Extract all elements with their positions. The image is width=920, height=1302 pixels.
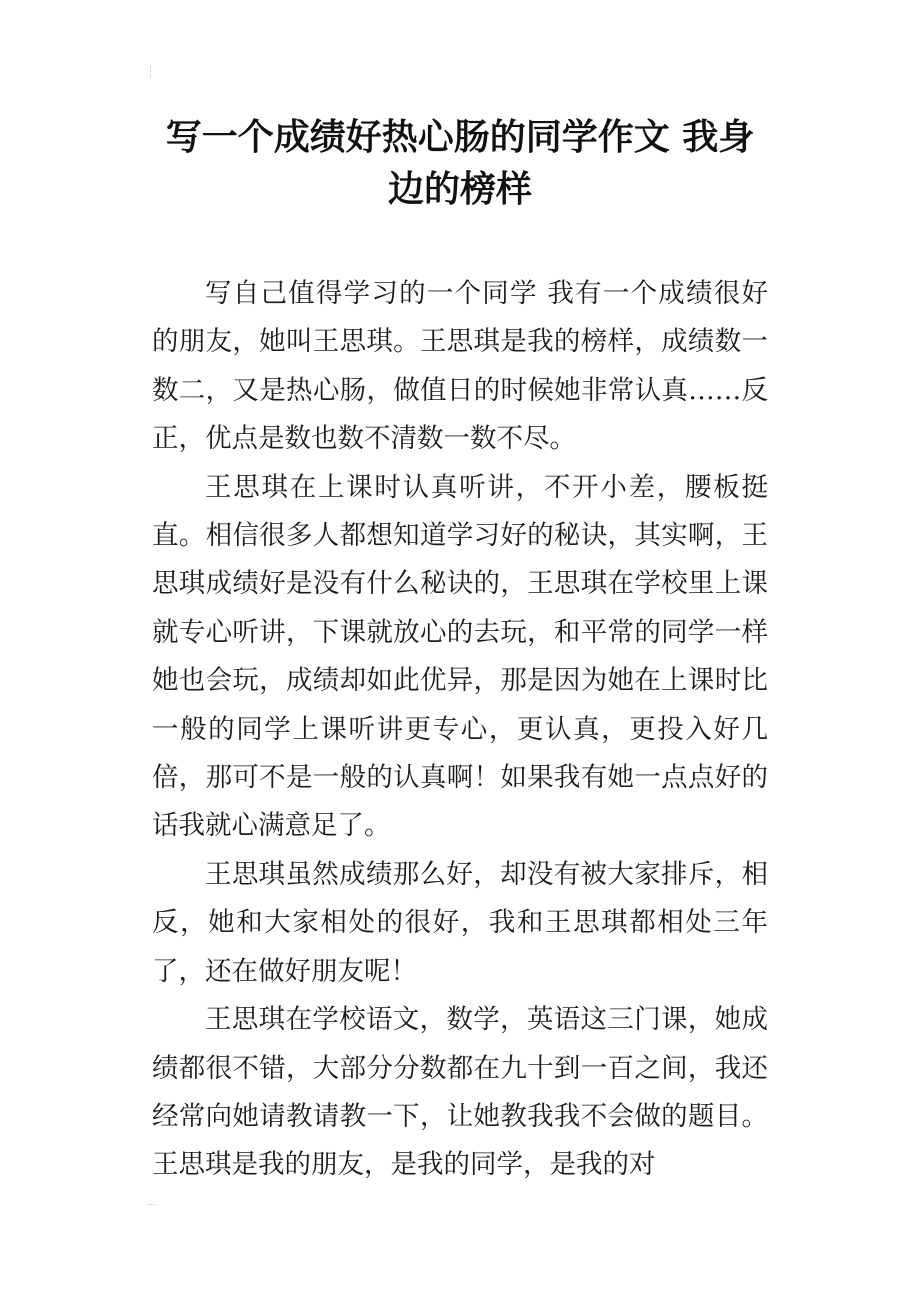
document-body	[152, 270, 768, 1190]
corner-crop-mark	[150, 66, 159, 78]
corner-crop-mark	[148, 1192, 156, 1205]
paragraph: 王思琪在上课时认真听讲，不开小差，腰板挺直。相信很多人都想知道学习好的秘诀，其实啊，王思琪成绩好是没有什么秘诀的，王思琪在学校里上课就专心听讲，下课就放心的去玩，和平常的同学一样她也会玩，成绩却如此优异，那是因为她在上课时比一般的同学上课听讲更专心，更认真，更投入好几倍，那可不是一般的认真啊！如果我有她一点点好的话我就心满意足了。	[152, 471, 768, 842]
paragraph: 王思琪虽然成绩那么好，却没有被大家排斥，相反，她和大家相处的很好，我和王思琪都相处三年了，还在做好朋友呢！	[152, 858, 768, 987]
paragraph: 王思琪在学校语文，数学，英语这三门课，她成绩都很不错，大部分分数都在九十到一百之间，我还经常向她请教请教一下，让她教我我不会做的题目。 王思琪是我的朋友，是我的同学，是我的对	[152, 1004, 768, 1181]
document-title: 写一个成绩好热心肠的同学作文 我身边的榜样	[165, 117, 755, 210]
paragraph: 写自己值得学习的一个同学 我有一个成绩很好的朋友，她叫王思琪。王思琪是我的榜样，成绩数一数二，又是热心肠，做值日的时候她非常认真……反正，优点是数也数不清数一数不尽。	[152, 278, 768, 455]
